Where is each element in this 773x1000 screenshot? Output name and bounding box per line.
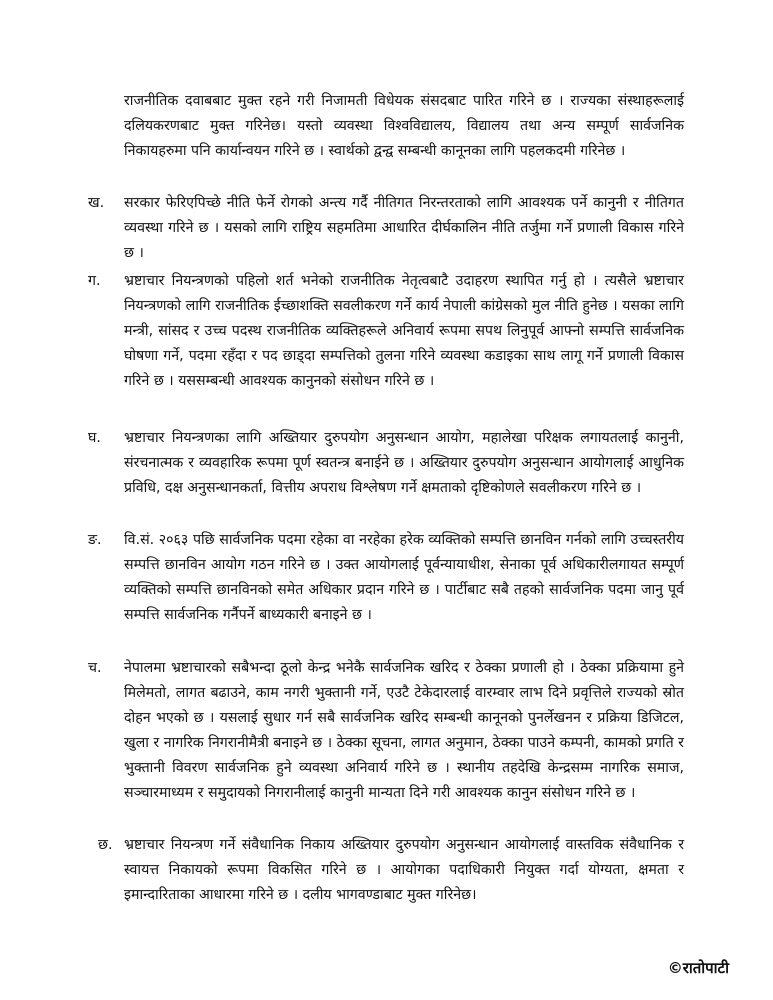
item-marker-ga: ग.: [88, 273, 101, 289]
continuation-paragraph: राजनीतिक दवाबबाट मुक्त रहने गरी निजामती विधेयक संसदबाट पारित गरिने छ । राज्यका संस्थाहरूलाई दलियकरणबाट मुक्त गरिनेछ। यस्तो व्यवस्था विश्वविद्यालय, विद्यालय तथा अन्य सम्पूर्ण सार्वजनिक निकायहरुमा पनि कार्यान्वयन गरिने छ । स्वार्थको द्वन्द्व सम्बन्धी कानूनका लागि पहलकदमी गरिनेछ ।: [124, 93, 684, 159]
item-text-kha: सरकार फेरिएपिच्छे नीति फेर्ने रोगको अन्त्य गर्दै नीतिगत निरन्तरताको लागि आवश्यक पर्ने कानुनी र नीतिगत व्यवस्था गरिने छ । यसको लागि राष्ट्रिय सहमतिमा आधारित दीर्घकालिन नीति तर्जुमा गर्ने प्रणाली विकास गरिने छ ।: [124, 195, 684, 261]
item-text-gha: भ्रष्टाचार नियन्त्रणका लागि अख्तियार दुरुपयोग अनुसन्धान आयोग, महालेखा परिक्षक लगायतलाई कानुनी, संरचनात्मक र व्यवहारिक रूपमा पूर्ण स्वतन्त्र बनाईने छ । अख्तियार दुरुपयोग अनुसन्धान आयोगलाई आधुनिक प्रविधि, दक्ष अनुसन्धानकर्ता, वित्तीय अपराध विश्लेषण गर्ने क्षमताको दृष्टिकोणले सवलीकरण गरिने छ ।: [124, 430, 684, 496]
item-text-nga: वि.सं. २०६३ पछि सार्वजनिक पदमा रहेका वा नरहेका हरेक व्यक्तिको सम्पत्ति छानविन गर्नको लागि उच्चस्तरीय सम्पत्ति छानविन आयोग गठन गरिने छ । उक्त आयोगलाई पूर्वन्यायाधीश, सेनाका पूर्व अधिकारीलगायत सम्पूर्ण व्यक्तिको सम्पत्ति छानविनको समेत अधिकार प्रदान गरिने छ । पार्टीबाट सबै तहको सार्वजनिक पदमा जानु पूर्व सम्पत्ति सार्वजनिक गर्नैपर्ने बाध्यकारी बनाइने छ ।: [124, 532, 684, 623]
item-marker-nga: ङ.: [88, 532, 102, 548]
item-text-chha: भ्रष्टाचार नियन्त्रण गर्ने संवैधानिक निकाय अख्तियार दुरुपयोग अनुसन्धान आयोगलाई वास्तविक संवैधानिक र स्वायत्त निकायको रूपमा विकसित गरिने छ । आयोगका पदाधिकारी नियुक्त गर्दा योग्यता, क्षमता र इमान्दारिताका आधारमा गरिने छ । दलीय भागवण्डाबाट मुक्त गरिनेछ।: [124, 837, 684, 903]
item-marker-chha: छ.: [98, 837, 113, 853]
item-marker-kha: ख.: [88, 195, 105, 211]
watermark: ©रातोपाटी: [667, 959, 729, 977]
item-marker-cha: च.: [88, 660, 102, 676]
item-text-ga: भ्रष्टाचार नियन्त्रणको पहिलो शर्त भनेको राजनीतिक नेतृत्वबाटै उदाहरण स्थापित गर्नु हो । त्यसैले भ्रष्टाचार नियन्त्रणको लागि राजनीतिक ईच्छाशक्ति सवलीकरण गर्ने कार्य नेपाली कांग्रेसको मुल नीति हुनेछ । यसका लागि मन्त्री, सांसद र उच्च पदस्थ राजनीतिक व्यक्तिहरूले अनिवार्य रूपमा सपथ लिनुपूर्व आफ्नो सम्पत्ति सार्वजनिक घोषणा गर्ने, पदमा रहँदा र पद छाड्दा सम्पत्तिको तुलना गरिने व्यवस्था कडाइका साथ लागू गर्ने प्रणाली विकास गरिने छ । यससम्बन्धी आवश्यक कानुनको संसोधन गरिने छ ।: [124, 273, 684, 389]
item-marker-gha: घ.: [88, 430, 101, 446]
item-text-cha: नेपालमा भ्रष्टाचारको सबैभन्दा ठूलो केन्द्र भनेकै सार्वजनिक खरिद र ठेक्का प्रणाली हो । ठेक्का प्रक्रियामा हुने मिलेमतो, लागत बढाउने, काम नगरी भुक्तानी गर्ने, एउटै टेकेदारलाई वारम्वार लाभ दिने प्रवृत्तिले राज्यको स्रोत दोहन भएको छ । यसलाई सुधार गर्न सबै सार्वजनिक खरिद सम्बन्धी कानूनको पुनर्लेखनन र प्रक्रिया डिजिटल, खुला र नागरिक निगरानीमैत्री बनाइने छ । ठेक्का सूचना, लागत अनुमान, ठेक्का पाउने कम्पनी, कामको प्रगति र भुक्तानी विवरण सार्वजनिक हुने व्यवस्था अनिवार्य गरिने छ । स्थानीय तहदेखि केन्द्रसम्म नागरिक समाज, सञ्चारमाध्यम र समुदायको निगरानीलाई कानुनी मान्यता दिने गरी आवश्यक कानुन संसोधन गरिने छ ।: [124, 660, 684, 801]
